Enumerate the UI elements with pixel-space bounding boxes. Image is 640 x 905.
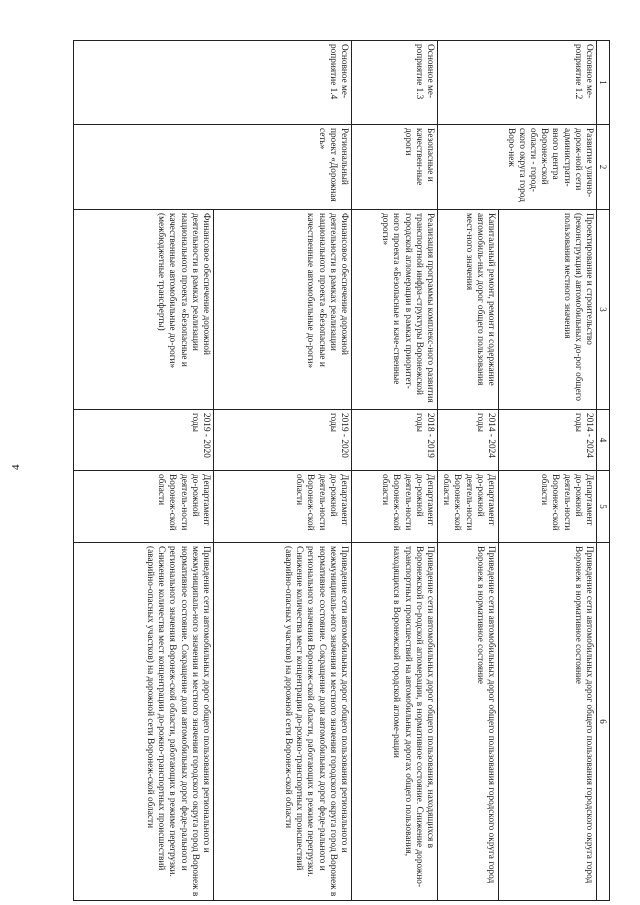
activity-cell: Реализация программы комплекс-ного развития транспортной инфра-структуры Воронежской городской агломерации в рамках приоритет-ного проекта «Безопасные и каче-ственные дороги» bbox=[351, 210, 437, 410]
header-cell: 1 bbox=[597, 41, 610, 125]
activity-cell: Капитальный ремонт, ремонт и содержание автомобиль-ных дорог общего пользования мест-ного значения bbox=[437, 210, 498, 410]
header-row bbox=[597, 41, 610, 901]
executor-cell: Департамент до-рожной деятель-ности Воронеж-ской области bbox=[437, 471, 498, 543]
header-cell: 3 bbox=[597, 210, 610, 410]
period-cell: 2018 - 2019 годы bbox=[351, 410, 437, 471]
period-cell: 2014 - 2024 годы bbox=[437, 410, 498, 471]
activity-cell: Финансовое обеспечение дорожной деятельности в рамках реализации национального проекта «Безопасные и качественные автомобильные до-роги» (межбюджетные трансферты) bbox=[73, 210, 213, 410]
executor-cell: Департамент до-рожной деятель-ности Воронеж-ской области bbox=[73, 471, 213, 543]
page-number: 4 bbox=[10, 464, 22, 470]
table-row bbox=[351, 41, 437, 901]
period-cell: 2019 - 2020 годы bbox=[213, 410, 351, 471]
executor-cell: Департамент до-рожной деятель-ности Воронеж-ской области bbox=[351, 471, 437, 543]
measure-name-cell: Региональный проект «Дорожная сеть» bbox=[73, 125, 351, 210]
measures-table bbox=[73, 40, 610, 901]
executor-cell: Департамент до-рожной деятель-ности Воронеж-ской области bbox=[499, 471, 597, 543]
table-row bbox=[213, 41, 351, 901]
measure-number-cell: Основное ме-роприятие 1.3 bbox=[351, 41, 437, 125]
period-cell: 2014 - 2024 годы bbox=[499, 410, 597, 471]
measure-number-cell: Основное ме-роприятие 1.4 bbox=[73, 41, 351, 125]
executor-cell: Департамент до-рожной деятель-ности Воронеж-ской области bbox=[213, 471, 351, 543]
result-cell: Приведение сети автомобильных дорог общего пользования регионального и межмуниципаль-ного значения и местного значения городского округа город Воронеж в нормативное состояние. Сокращение доли автомобильных дорог феде-рального и регионального значения Воронеж-ской области, работающих в режиме перегрузки. Снижение количества мест концентрации до-рожно-транспортных происшествий (аварийно-опасных участков) на дорожной сети Воронеж-ской области bbox=[213, 543, 351, 901]
result-cell: Приведение сети автомобильных дорог общего пользования городского округа город Воронеж в нормативное состояние bbox=[437, 543, 498, 901]
table-row bbox=[499, 41, 597, 901]
header-cell: 6 bbox=[597, 543, 610, 901]
result-cell: Приведение сети автомобильных дорог общего пользования регионального и межмуниципаль-ного значения и местного значения городского округа город Воронеж в нормативное состояние. Сокращение доли автомобильных дорог феде-рального и регионального значения Воронеж-ской области, работающих в режиме перегрузки. Снижение количества мест концентрации до-рожно-транспортных происшествий (аварийно-опасных участков) на дорожной сети Воронеж-ской области bbox=[73, 543, 213, 901]
measure-name-cell: Безопасные и качествен-ные дороги bbox=[351, 125, 437, 210]
period-cell: 2019 - 2020 годы bbox=[73, 410, 213, 471]
result-cell: Приведение сети автомобильных дорог общего пользования городского округа город Воронеж в нормативное состояние bbox=[499, 543, 597, 901]
measure-name-cell: Развитие улично-дорож-ной сети администрати-вного центра Воронеж-ской области - город-ского округа город Воро-неж bbox=[437, 125, 596, 210]
activity-cell: Проектирование и строительство (реконструкция) автомобильных до-рог общего пользования местного значения bbox=[499, 210, 597, 410]
activity-cell: Финансовое обеспечение дорожной деятельности в рамках реализации национального проекта «Безопасные и качественные автомобильные до-роги» bbox=[213, 210, 351, 410]
measure-number-cell: Основное ме-роприятие 1.2 bbox=[437, 41, 596, 125]
header-cell: 2 bbox=[597, 125, 610, 210]
header-cell: 4 bbox=[597, 410, 610, 471]
rotated-table-container bbox=[70, 40, 610, 900]
header-cell: 5 bbox=[597, 471, 610, 543]
result-cell: Приведение сети автомобильных дорог общего пользования, находящихся в Воронежской го-родской агломерации, в нормативное состояние. Снижение дорожно-транспортных происшествий на автомобильных дорогах общего пользования, находящихся в Воронежской городской агломе-рации bbox=[351, 543, 437, 901]
